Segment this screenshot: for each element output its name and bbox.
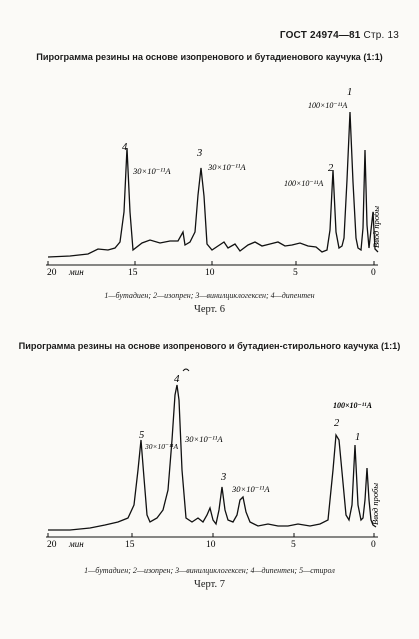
axis-unit-label: мин [69, 267, 84, 277]
peak-label-2: 2 [334, 418, 340, 429]
peak-label-3: 3 [197, 148, 203, 159]
peak-label-3: 3 [221, 472, 227, 483]
tick-label-10: 10 [206, 540, 216, 550]
figure-6-label: Черт. 6 [194, 304, 225, 315]
sensitivity-label: 100×10⁻¹¹A [308, 101, 348, 110]
peak-label-4: 4 [174, 373, 180, 385]
sensitivity-label: 100×10⁻¹¹A [333, 401, 372, 410]
trace-7 [48, 385, 376, 530]
peak-label-4: 4 [122, 142, 128, 153]
trace-6 [48, 112, 378, 257]
peak-label-1: 1 [347, 87, 353, 98]
figure-6-title: Пирограмма резины на основе изопренового и бутадиенового каучука (1:1) [36, 52, 383, 62]
standard-number: ГОСТ 24974—81 [279, 30, 361, 41]
chromatogram-6 [46, 87, 381, 278]
sensitivity-label: 30×10⁻¹¹A [133, 166, 171, 176]
peak-label-5: 5 [139, 430, 145, 441]
tick-label-0: 0 [371, 268, 376, 278]
tick-label-0: 0 [371, 540, 376, 550]
tick-label-10: 10 [205, 268, 215, 278]
tick-label-20: 20 [47, 268, 57, 278]
peak-label-2: 2 [328, 163, 334, 174]
peak-label-1: 1 [355, 432, 361, 443]
chromatogram-7 [46, 369, 380, 550]
axis-unit-label: мин [69, 539, 84, 549]
sensitivity-label: 30×10⁻¹¹A [145, 442, 179, 451]
x-ticks-6 [48, 261, 374, 265]
probe-injection-label: Ввод пробы [371, 205, 381, 248]
sensitivity-label: 30×10⁻¹¹A [232, 484, 270, 494]
sensitivity-label: 30×10⁻¹¹A [185, 434, 223, 444]
tick-label-15: 15 [125, 540, 135, 550]
page-number: Стр. 13 [363, 30, 399, 41]
tick-label-20: 20 [47, 540, 57, 550]
tick-label-15: 15 [128, 268, 138, 278]
tick-label-5: 5 [293, 268, 298, 278]
probe-injection-label: Ввод пробы [370, 482, 380, 525]
figure-7-legend: 1—бутадиен; 2—изопрен; 3—винилциклогексен; 4—дипентен; 5—стирол [84, 566, 335, 575]
figure-7-title: Пирограмма резины на основе изопренового и бутадиен-стирольного каучука (1:1) [18, 341, 401, 351]
sensitivity-label: 100×10⁻¹¹A [284, 179, 324, 188]
figure-6-legend: 1—бутадиен; 2—изопрен; 3—винилциклогексен; 4—дипентен [104, 291, 315, 300]
tick-label-5: 5 [291, 540, 296, 550]
figure-7-label: Черт. 7 [194, 579, 225, 590]
sensitivity-label: 30×10⁻¹¹A [208, 162, 246, 172]
x-ticks-7 [48, 533, 374, 537]
curl-mark [183, 369, 189, 371]
